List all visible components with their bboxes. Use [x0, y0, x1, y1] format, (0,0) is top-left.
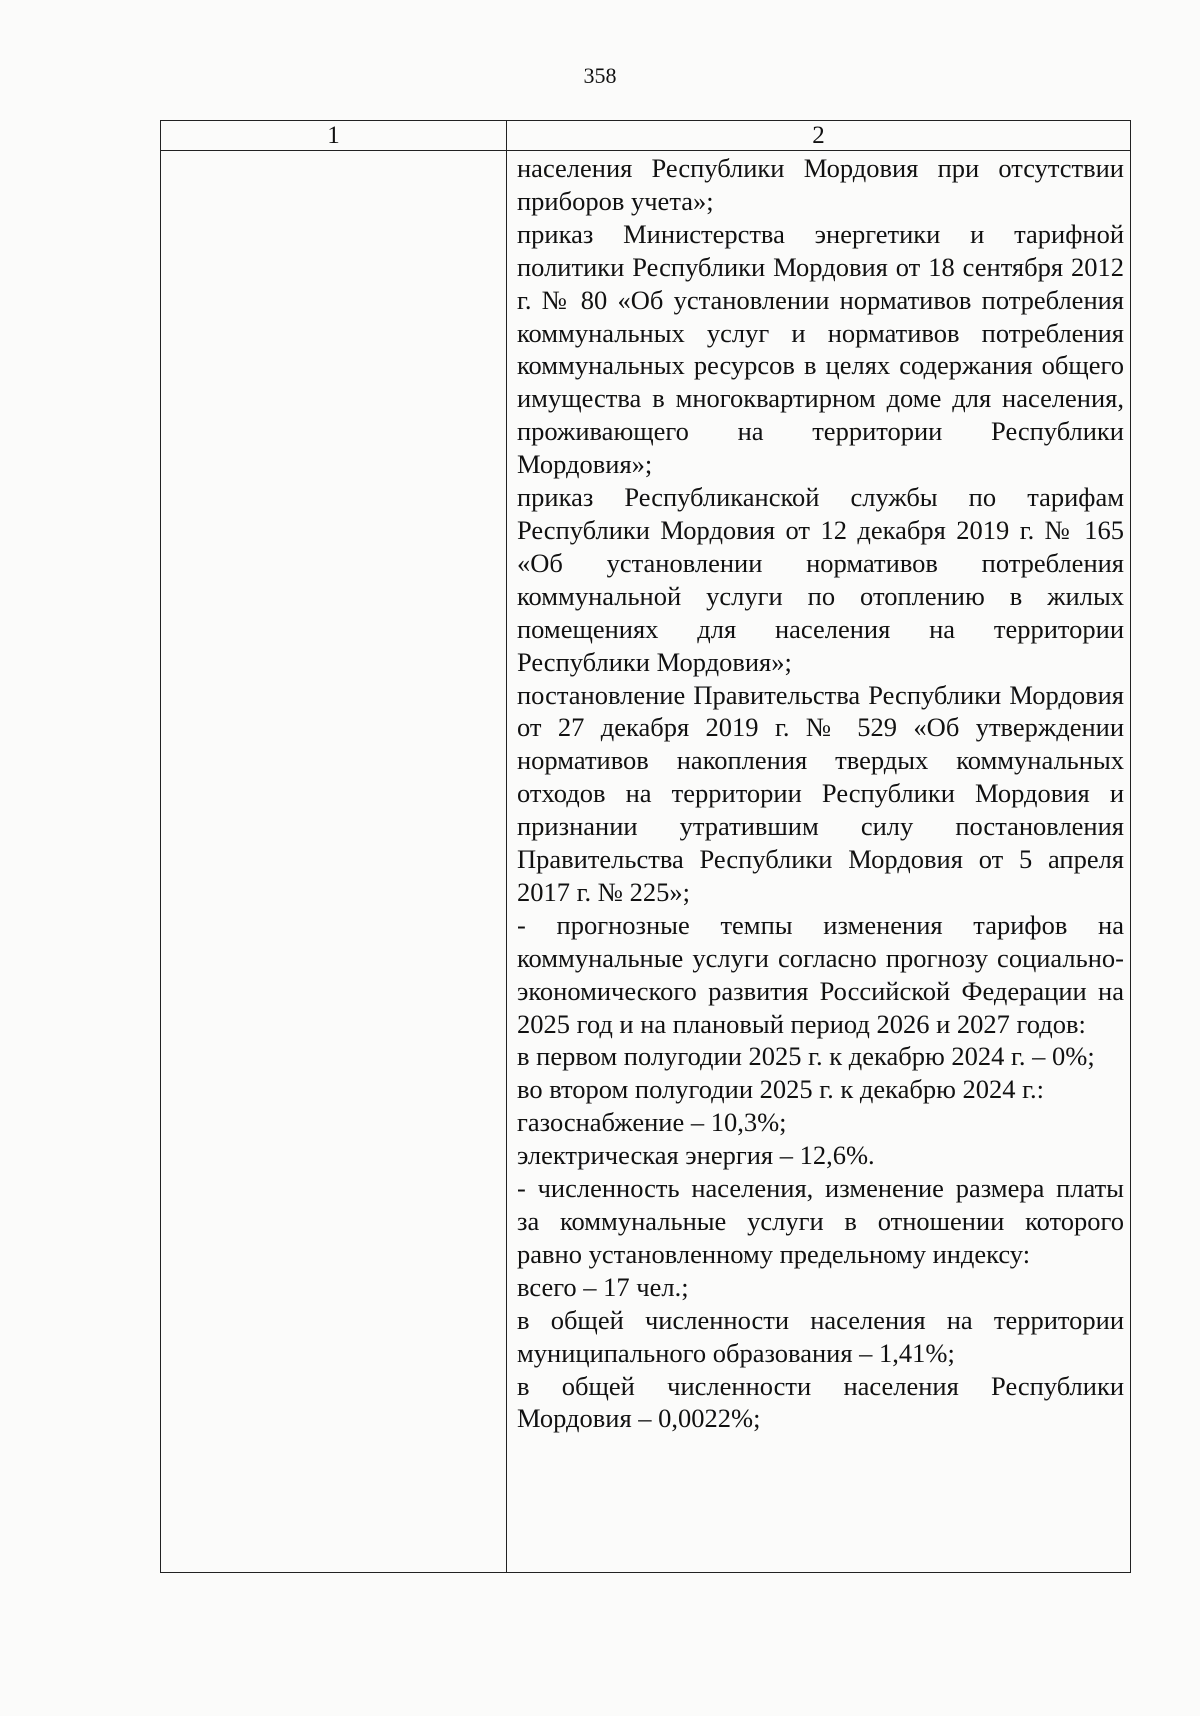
- column-header-2: 2: [507, 121, 1131, 151]
- column-2-cell: [507, 151, 1131, 1573]
- table-header-row: [161, 121, 1131, 151]
- paragraph-first-half-2025: в первом полугодии 2025 г. к декабрю 2024 г. – 0%;: [517, 1041, 1095, 1072]
- column-1-cell: [161, 151, 507, 1573]
- paragraph-electric-energy: электрическая энергия – 12,6%.: [517, 1140, 875, 1171]
- column-2-text: [507, 151, 1130, 1435]
- paragraph-population-count: - численность населения, изменение размера платы за коммунальные услуги в отношении которого равно установленному предельному индексу:: [517, 1173, 1124, 1269]
- paragraph-order-tariff-service: приказ Республиканской службы по тарифам Республики Мордовия от 12 декабря 2019 г. № 165 «Об установлении нормативов потребления коммунальной услуги по отоплению в жилых помещениях для населения на территории Республики Мордовия»;: [517, 482, 1124, 677]
- document-table: [160, 120, 1131, 1573]
- paragraph-municipal-share: в общей численности населения на территории муниципального образования – 1,41%;: [517, 1304, 1124, 1368]
- paragraph-republic-share: в общей численности населения Республики Мордовия – 0,0022%;: [517, 1370, 1124, 1434]
- paragraph-total-people: всего – 17 чел.;: [517, 1271, 689, 1302]
- paragraph-continuation: населения Республики Мордовия при отсутствии приборов учета»;: [517, 153, 1124, 216]
- paragraph-tariff-growth-rates: - прогнозные темпы изменения тарифов на коммунальные услуги согласно прогнозу социально-экономического развития Российской Федерации на 2025 год и на плановый период 2026 и 2027 годов:: [517, 909, 1124, 1039]
- column-header-1: 1: [161, 121, 507, 151]
- paragraph-second-half-2025: во втором полугодии 2025 г. к декабрю 2024 г.:: [517, 1074, 1045, 1105]
- paragraph-government-resolution: постановление Правительства Республики Мордовия от 27 декабря 2019 г. № 529 «Об утверждении нормативов накопления твердых коммунальных отходов на территории Республики Мордовия и признании утратившим силу постановления Правительства Республики Мордовия от 5 апреля 2017 г. № 225»;: [517, 679, 1124, 907]
- paragraph-order-ministry-energy: приказ Министерства энергетики и тарифной политики Республики Мордовия от 18 сентября 2012 г. № 80 «Об установлении нормативов потребления коммунальных услуг и нормативов потребления коммунальных ресурсов в целях содержания общего имущества в многоквартирном доме для населения, проживающего на территории Республики Мордовия»;: [517, 218, 1124, 480]
- paragraph-gas-supply: газоснабжение – 10,3%;: [517, 1107, 787, 1138]
- page-number: 358: [583, 63, 617, 88]
- table-row: [161, 151, 1131, 1573]
